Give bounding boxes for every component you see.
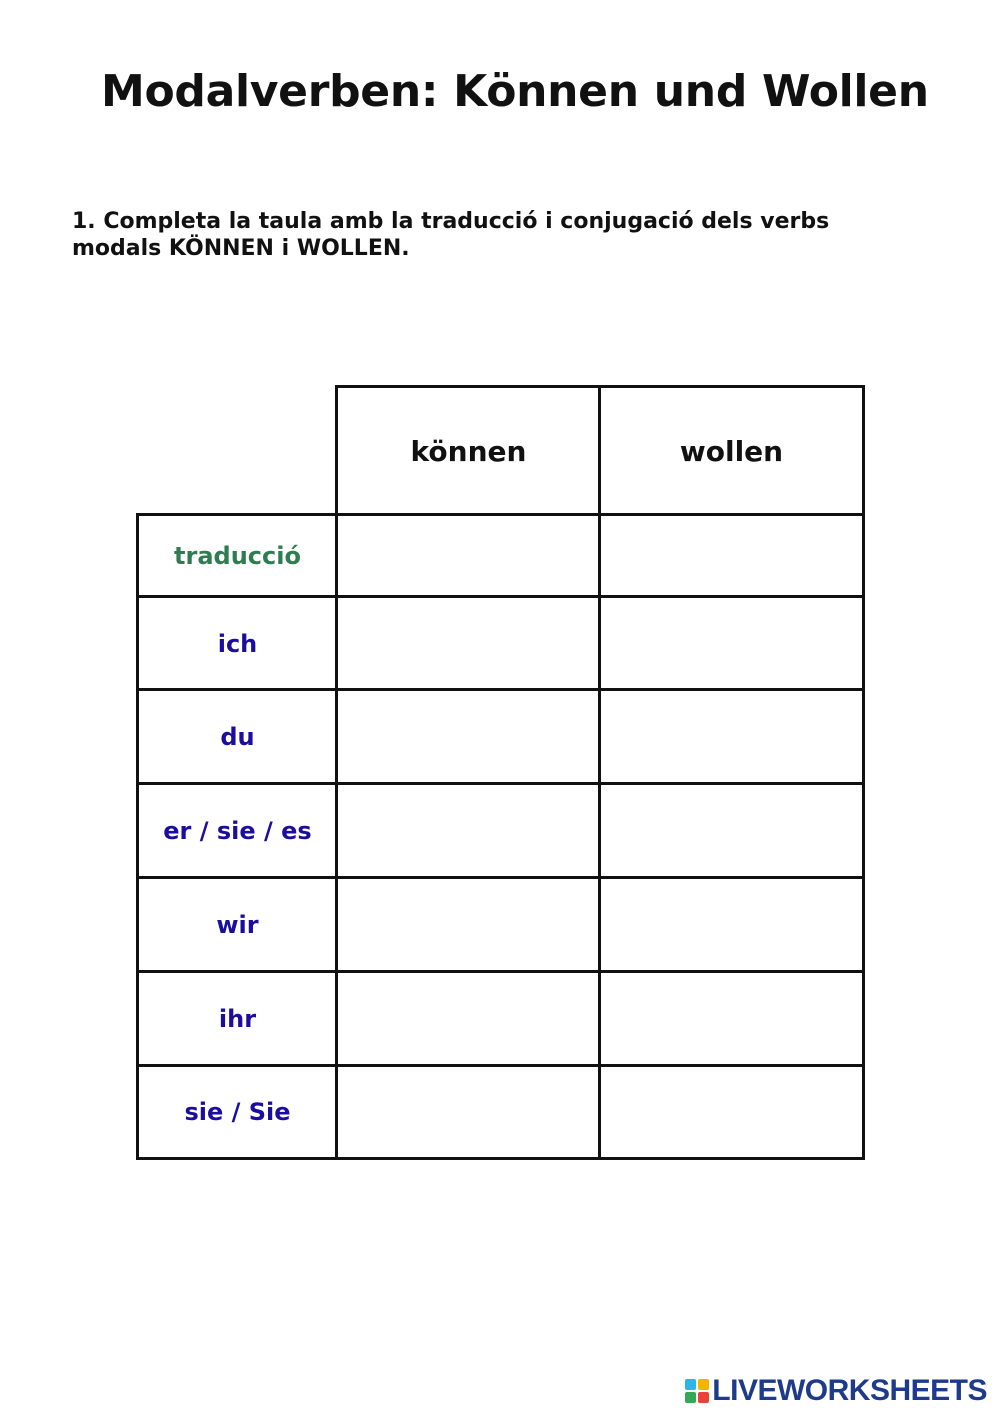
liveworksheets-logo[interactable] (685, 1374, 987, 1408)
answer-cell (335, 876, 602, 974)
answer-input-du-wollen[interactable] (607, 697, 856, 777)
answer-input-sie-konnen[interactable] (344, 1073, 593, 1151)
logo-square (698, 1392, 709, 1403)
answer-cell (598, 876, 865, 974)
answer-cell (598, 595, 865, 692)
row-label-text: er / sie / es (163, 817, 312, 845)
row-label-du (136, 688, 339, 786)
answer-cell (598, 782, 865, 880)
row-label-ihr (136, 970, 339, 1068)
row-label-text: du (220, 723, 255, 751)
answer-input-ich-konnen[interactable] (344, 604, 593, 683)
answer-input-ihr-wollen[interactable] (607, 979, 856, 1059)
answer-input-traduccio-wollen[interactable] (607, 522, 856, 590)
row-label-text: ich (217, 629, 258, 658)
answer-cell (335, 688, 602, 786)
column-header-wollen (598, 385, 865, 517)
row-label-text: wir (216, 911, 259, 939)
row-label-text: sie / Sie (184, 1098, 291, 1126)
row-label-er-sie-es (136, 782, 339, 880)
answer-input-er-konnen[interactable] (344, 791, 593, 871)
answer-input-ich-wollen[interactable] (607, 604, 856, 683)
answer-cell (598, 513, 865, 599)
column-header-label: können (410, 434, 527, 468)
worksheet-title: Modalverben: Können und Wollen (101, 66, 929, 117)
answer-cell (335, 595, 602, 692)
row-label-text: ihr (218, 1005, 257, 1033)
answer-cell (335, 970, 602, 1068)
row-label-text: traducció (174, 542, 301, 570)
answer-input-sie-wollen[interactable] (607, 1073, 856, 1151)
answer-cell (335, 513, 602, 599)
row-label-traduccio (136, 513, 339, 599)
liveworksheets-logo-icon (685, 1379, 709, 1403)
answer-cell (335, 1064, 602, 1160)
row-label-ich (136, 595, 339, 692)
logo-square (685, 1392, 696, 1403)
column-header-konnen (335, 385, 602, 517)
answer-input-ihr-konnen[interactable] (344, 979, 593, 1059)
answer-cell (598, 1064, 865, 1160)
logo-square (698, 1379, 709, 1390)
answer-cell (598, 688, 865, 786)
row-label-sie-Sie (136, 1064, 339, 1160)
row-label-wir (136, 876, 339, 974)
answer-cell (335, 782, 602, 880)
logo-square (685, 1379, 696, 1390)
column-header-label: wollen (679, 434, 784, 468)
answer-input-wir-konnen[interactable] (344, 885, 593, 965)
liveworksheets-brand-text: LIVEWORKSHEETS (712, 1374, 987, 1407)
answer-input-wir-wollen[interactable] (607, 885, 856, 965)
answer-cell (598, 970, 865, 1068)
answer-input-du-konnen[interactable] (344, 697, 593, 777)
instruction-text: 1. Completa la taula amb la traducció i conjugació dels verbs modals KÖNNEN i WOLLEN. (72, 209, 830, 261)
answer-input-traduccio-konnen[interactable] (344, 522, 593, 590)
answer-input-er-wollen[interactable] (607, 791, 856, 871)
